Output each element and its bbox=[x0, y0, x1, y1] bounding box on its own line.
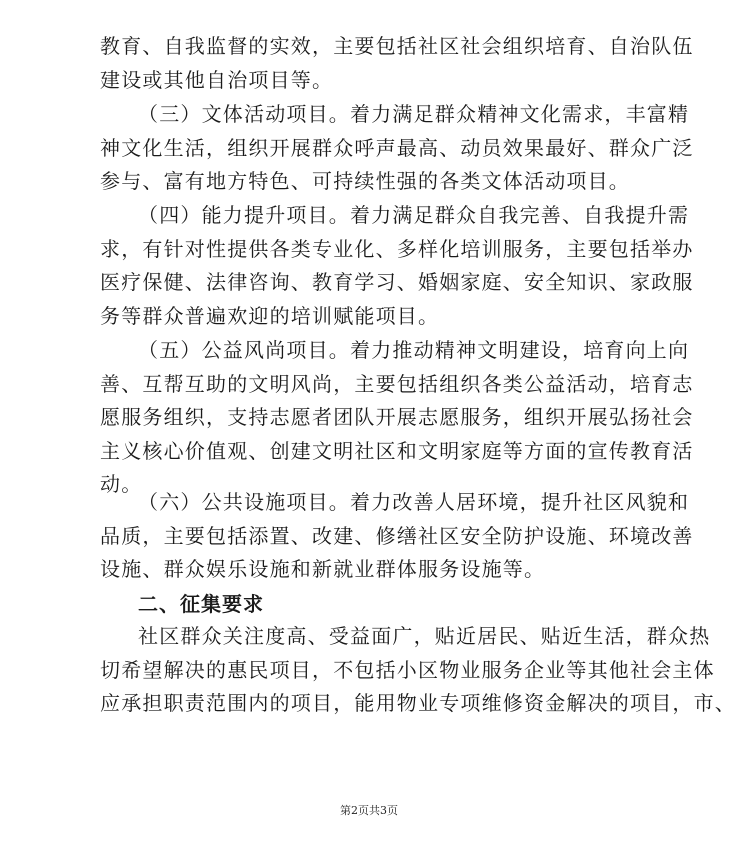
text-line: 教育、自我监督的实效，主要包括社区社会组织培育、自治队伍 bbox=[100, 34, 694, 58]
text-line: 建设或其他自治项目等。 bbox=[100, 67, 334, 92]
text-line: （三）文体活动项目。着力满足群众精神文化需求，丰富精 bbox=[138, 102, 690, 126]
paragraph-public-facilities bbox=[100, 486, 694, 587]
text-line: 设施、群众娱乐设施和新就业群体服务设施等。 bbox=[100, 557, 546, 581]
paragraph-capability bbox=[100, 199, 694, 333]
paragraph-culture-sports bbox=[100, 98, 694, 199]
text-line: （六）公共设施项目。着力改善人居环境，提升社区风貌和 bbox=[138, 490, 690, 514]
text-line: 品质，主要包括添置、改建、修缮社区安全防护设施、环境改善 bbox=[100, 523, 694, 548]
text-line: 医疗保健、法律咨询、教育学习、婚姻家庭、安全知识、家政服 bbox=[100, 270, 694, 294]
text-line: 应承担职责范围内的项目，能用物业专项维修资金解决的项目，市、 bbox=[100, 691, 736, 715]
text-line: 求，有针对性提供各类专业化、多样化培训服务，主要包括举办 bbox=[100, 236, 694, 261]
text-line: （五）公益风尚项目。着力推动精神文明建设，培育向上向 bbox=[138, 338, 690, 362]
page-number-footer: 第2页共3页 bbox=[340, 804, 398, 817]
text-line: 动。 bbox=[100, 472, 143, 496]
text-line: 切希望解决的惠民项目，不包括小区物业服务企业等其他社会主体 bbox=[100, 657, 715, 682]
paragraph-self-governance bbox=[100, 30, 694, 97]
text-line: 参与、富有地方特色、可持续性强的各类文体活动项目。 bbox=[100, 169, 630, 193]
text-line: 善、互帮互助的文明风尚，主要包括组织各类公益活动，培育志 bbox=[100, 371, 694, 396]
text-line: 神文化生活，组织开展群众呼声最高、动员效果最好、群众广泛 bbox=[100, 135, 694, 160]
text-line: 主义核心价值观、创建文明社区和文明家庭等方面的宣传教育活 bbox=[100, 438, 694, 463]
text-line: 愿服务组织，支持志愿者团队开展志愿服务，组织开展弘扬社会 bbox=[100, 405, 694, 429]
text-line: 务等群众普遍欢迎的培训赋能项目。 bbox=[100, 303, 440, 328]
paragraph-requirements bbox=[100, 620, 736, 721]
section-heading: 二、征集要求 bbox=[138, 592, 264, 616]
text-line: 社区群众关注度高、受益面广，贴近居民、贴近生活，群众热 bbox=[138, 624, 711, 648]
text-line: （四）能力提升项目。着力满足群众自我完善、自我提升需 bbox=[138, 203, 690, 227]
